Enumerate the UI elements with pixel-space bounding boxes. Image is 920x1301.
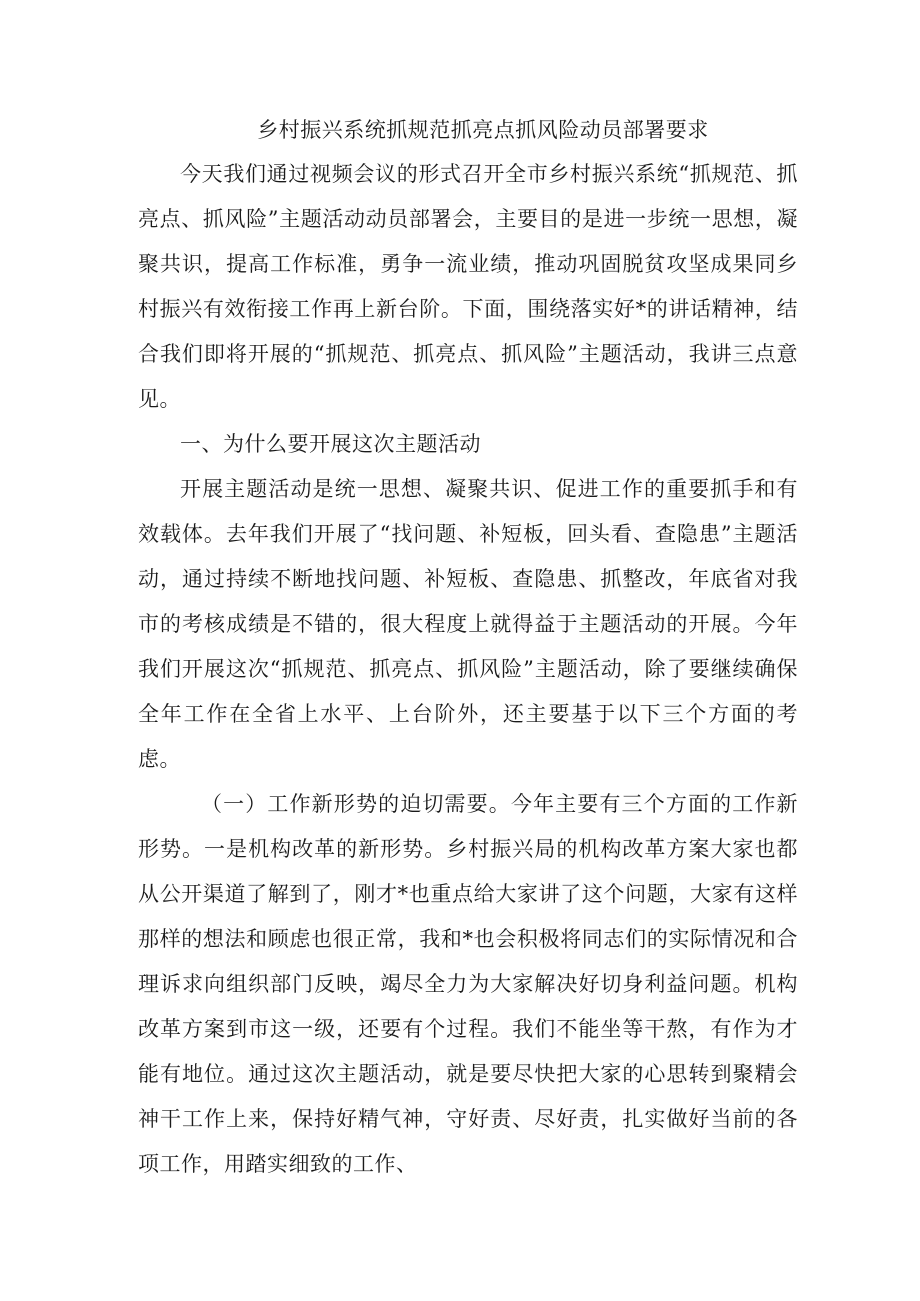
section-heading-1: 一、为什么要开展这次主题活动 xyxy=(180,432,481,456)
document-page xyxy=(138,112,798,1187)
intro-paragraph: 今天我们通过视频会议的形式召开全市乡村振兴系统“抓规范、抓亮点、抓风险”主题活动动员部署会，主要目的是进一步统一思想，凝聚共识，提高工作标准，勇争一流业绩，推动巩固脱贫攻坚成果同乡村振兴有效衔接工作再上新台阶。下面，围绕落实好*的讲话精神，结合我们即将开展的“抓规范、抓亮点、抓风险”主题活动，我讲三点意见。 xyxy=(138,162,798,411)
subsection-1-paragraph: （一）工作新形势的迫切需要。今年主要有三个方面的工作新形势。一是机构改革的新形势。乡村振兴局的机构改革方案大家也都从公开渠道了解到了，刚才*也重点给大家讲了这个问题，大家有这样那样的想法和顾虑也很正常，我和*也会积极将同志们的实际情况和合理诉求向组织部门反映，竭尽全力为大家解决好切身利益问题。机构改革方案到市这一级，还要有个过程。我们不能坐等干熬，有作为才能有地位。通过这次主题活动，就是要尽快把大家的心思转到聚精会神干工作上来，保持好精气神，守好责、尽好责，扎实做好当前的各项工作，用踏实细致的工作、 xyxy=(138,792,798,1176)
section-1-paragraph: 开展主题活动是统一思想、凝聚共识、促进工作的重要抓手和有效载体。去年我们开展了“找问题、补短板，回头看、查隐患”主题活动，通过持续不断地找问题、补短板、查隐患、抓整改，年底省对我市的考核成绩是不错的，很大程度上就得益于主题活动的开展。今年我们开展这次“抓规范、抓亮点、抓风险”主题活动，除了要继续确保全年工作在全省上水平、上台阶外，还主要基于以下三个方面的考虑。 xyxy=(138,477,798,771)
document-title: 乡村振兴系统抓规范抓亮点抓风险动员部署要求 xyxy=(257,118,709,142)
